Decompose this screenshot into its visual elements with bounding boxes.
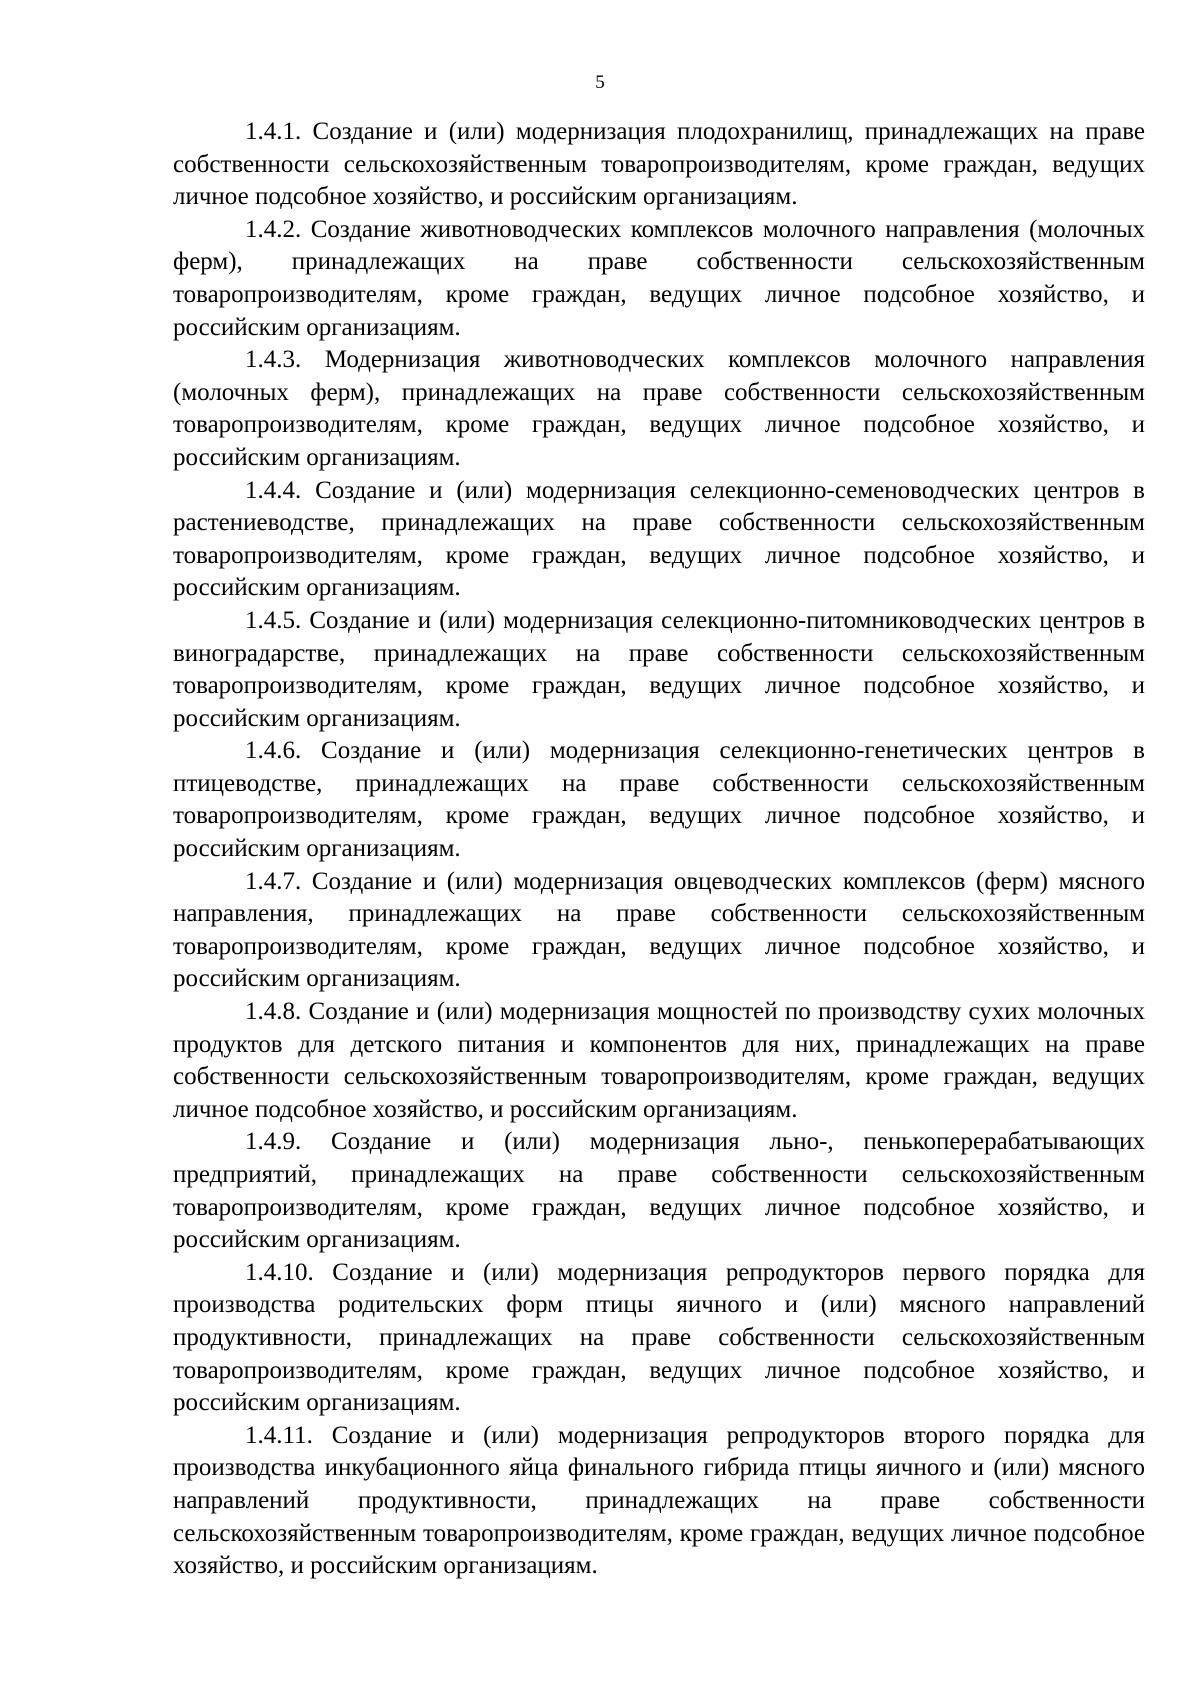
paragraph-1-4-7: 1.4.7. Создание и (или) модернизация овцеводческих комплексов (ферм) мясного направления, принадлежащих на праве собственности сельскохозяйственным товаропроизводителям, кроме граждан, ведущих личное подсобное хозяйство, и российским организациям. [173,867,1145,993]
paragraph-1-4-9: 1.4.9. Создание и (или) модернизация льно-, пенькоперерабатывающих предприятий, принадлежащих на праве собственности сельскохозяйственным товаропроизводителям, кроме граждан, ведущих личное подсобное хозяйство, и российским организациям. [173,1128,1145,1254]
paragraph-1-4-8: 1.4.8. Создание и (или) модернизация мощностей по производству сухих молочных продуктов для детского питания и компонентов для них, принадлежащих на праве собственности сельскохозяйственным товаропроизводителям, кроме граждан, ведущих личное подсобное хозяйство, и российским организациям. [173,998,1145,1123]
paragraph-1-4-1: 1.4.1. Создание и (или) модернизация плодохранилищ, принадлежащих на праве собственности сельскохозяйственным товаропроизводителям, кроме граждан, ведущих личное подсобное хозяйство, и российским организациям. [173,118,1145,211]
paragraph-1-4-2: 1.4.2. Создание животноводческих комплексов молочного направления (молочных ферм), принадлежащих на праве собственности сельскохозяйственным товаропроизводителям, кроме граждан, ведущих личное подсобное хозяйство, и российским организациям. [173,215,1145,341]
paragraph-1-4-4: 1.4.4. Создание и (или) модернизация селекционно-семеноводческих центров в растениеводстве, принадлежащих на праве собственности сельскохозяйственным товаропроизводителям, кроме граждан, ведущих личное подсобное хозяйство, и российским организациям. [173,476,1145,602]
paragraph-1-4-3: 1.4.3. Модернизация животноводческих комплексов молочного направления (молочных ферм), принадлежащих на праве собственности сельскохозяйственным товаропроизводителям, кроме граждан, ведущих личное подсобное хозяйство, и российским организациям. [173,346,1145,471]
paragraph-1-4-11: 1.4.11. Создание и (или) модернизация репродукторов второго порядка для производства инкубационного яйца финального гибрида птицы яичного и (или) мясного направлений продуктивности, принадлежащих на праве собственности сельскохозяйственным товаропроизводителям, кроме граждан, ведущих личное подсобное хозяйство, и российским организациям. [173,1421,1145,1580]
page-number: 5 [595,72,605,93]
paragraph-1-4-10: 1.4.10. Создание и (или) модернизация репродукторов первого порядка для производства родительских форм птицы яичного и (или) мясного направлений продуктивности, принадлежащих на праве собственности сельскохозяйственным товаропроизводителям, кроме граждан, ведущих личное подсобное хозяйство, и российским организациям. [173,1258,1145,1417]
paragraph-1-4-6: 1.4.6. Создание и (или) модернизация селекционно-генетических центров в птицеводстве, принадлежащих на праве собственности сельскохозяйственным товаропроизводителям, кроме граждан, ведущих личное подсобное хозяйство, и российским организациям. [173,737,1145,863]
document-body [173,116,1145,1583]
paragraph-1-4-5: 1.4.5. Создание и (или) модернизация селекционно-питомниководческих центров в виноградарстве, принадлежащих на праве собственности сельскохозяйственным товаропроизводителям, кроме граждан, ведущих личное подсобное хозяйство, и российским организациям. [173,606,1145,732]
